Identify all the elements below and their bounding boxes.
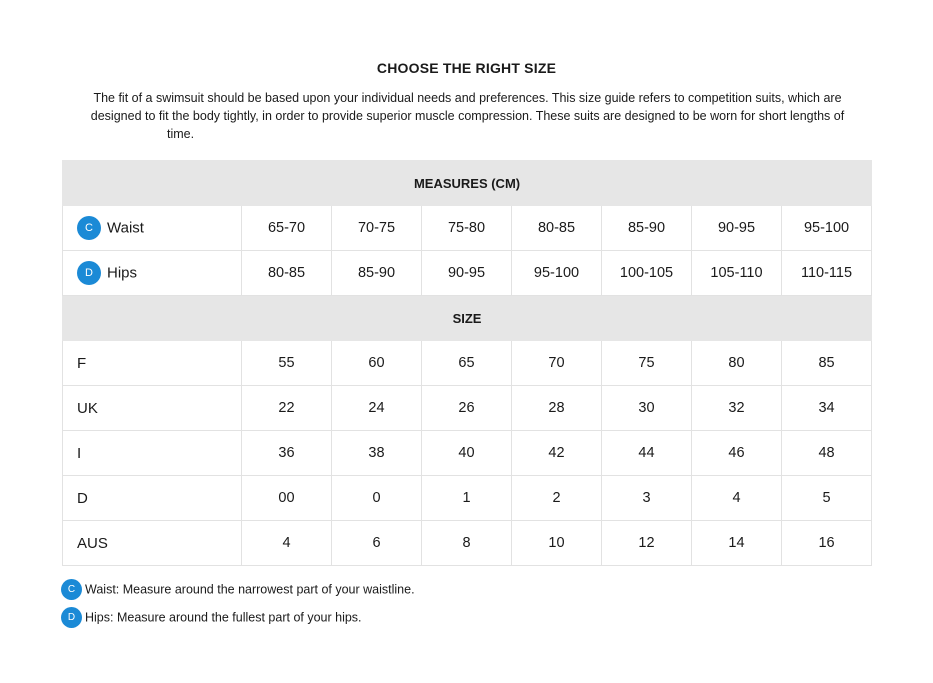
table-cell: 65-70 (242, 206, 332, 251)
page-title: CHOOSE THE RIGHT SIZE (376, 60, 557, 76)
table-cell: 95-100 (782, 206, 872, 251)
table-cell: 90-95 (422, 251, 512, 296)
hips-marker-icon: D (61, 607, 82, 628)
table-cell: 34 (782, 386, 872, 431)
table-cell: 65 (422, 341, 512, 386)
table-row-i (63, 431, 872, 476)
size-header: SIZE (63, 296, 872, 341)
size-header-row (63, 296, 872, 341)
table-cell: 30 (602, 386, 692, 431)
waist-marker-icon: C (77, 216, 101, 240)
table-cell: 80-85 (242, 251, 332, 296)
table-cell: 22 (242, 386, 332, 431)
table-cell: 85-90 (332, 251, 422, 296)
table-row-waist (63, 206, 872, 251)
note-text: Waist: Measure around the narrowest part of your waistline. (85, 582, 415, 597)
intro-line-1: The fit of a swimsuit should be based upon your individual needs and preferences. This size guide refers to competition suits, which are (93, 91, 842, 105)
table-cell: 75-80 (422, 206, 512, 251)
table-cell: 105-110 (692, 251, 782, 296)
table-cell: 46 (692, 431, 782, 476)
table-cell: 38 (332, 431, 422, 476)
table-cell: 90-95 (692, 206, 782, 251)
waist-marker-icon: C (61, 579, 82, 600)
table-cell: 95-100 (512, 251, 602, 296)
table-cell: 48 (782, 431, 872, 476)
table-cell: 26 (422, 386, 512, 431)
row-label-d: D (63, 476, 242, 521)
table-cell: 00 (242, 476, 332, 521)
table-cell: 4 (242, 521, 332, 566)
table-cell: 40 (422, 431, 512, 476)
table-cell: 14 (692, 521, 782, 566)
measure-notes (61, 578, 415, 634)
row-label-text: Waist (107, 219, 144, 237)
table-cell: 16 (782, 521, 872, 566)
table-cell: 32 (692, 386, 782, 431)
table-row-f (63, 341, 872, 386)
table-cell: 24 (332, 386, 422, 431)
table-row-d (63, 476, 872, 521)
table-cell: 60 (332, 341, 422, 386)
table-cell: 75 (602, 341, 692, 386)
intro-paragraph (70, 89, 865, 143)
row-label-f: F (63, 341, 242, 386)
note-hips (61, 606, 415, 628)
table-cell: 55 (242, 341, 332, 386)
table-cell: 0 (332, 476, 422, 521)
table-cell: 5 (782, 476, 872, 521)
intro-line-3: time. (167, 127, 195, 141)
size-chart-table (62, 160, 872, 566)
hips-marker-icon: D (77, 261, 101, 285)
table-cell: 85 (782, 341, 872, 386)
row-label-hips (63, 251, 242, 296)
note-text: Hips: Measure around the fullest part of your hips. (85, 610, 362, 625)
table-cell: 36 (242, 431, 332, 476)
table-cell: 4 (692, 476, 782, 521)
row-label-aus: AUS (63, 521, 242, 566)
table-cell: 110-115 (782, 251, 872, 296)
row-label-uk: UK (63, 386, 242, 431)
table-cell: 80-85 (512, 206, 602, 251)
table-cell: 28 (512, 386, 602, 431)
intro-line-2: designed to fit the body tightly, in order to provide superior muscle compression. These suits are designed to be worn for short lengths of (90, 109, 845, 123)
measures-header: MEASURES (CM) (63, 161, 872, 206)
table-row-uk (63, 386, 872, 431)
row-label-text: Hips (107, 264, 138, 282)
table-cell: 70-75 (332, 206, 422, 251)
row-label-i: I (63, 431, 242, 476)
table-row-hips (63, 251, 872, 296)
table-cell: 70 (512, 341, 602, 386)
table-cell: 6 (332, 521, 422, 566)
table-cell: 2 (512, 476, 602, 521)
table-cell: 1 (422, 476, 512, 521)
table-cell: 80 (692, 341, 782, 386)
note-waist (61, 578, 415, 600)
table-cell: 100-105 (602, 251, 692, 296)
table-cell: 3 (602, 476, 692, 521)
table-cell: 85-90 (602, 206, 692, 251)
row-label-waist (63, 206, 242, 251)
measures-header-row (63, 161, 872, 206)
table-cell: 12 (602, 521, 692, 566)
table-cell: 42 (512, 431, 602, 476)
table-row-aus (63, 521, 872, 566)
table-cell: 10 (512, 521, 602, 566)
table-cell: 8 (422, 521, 512, 566)
table-cell: 44 (602, 431, 692, 476)
